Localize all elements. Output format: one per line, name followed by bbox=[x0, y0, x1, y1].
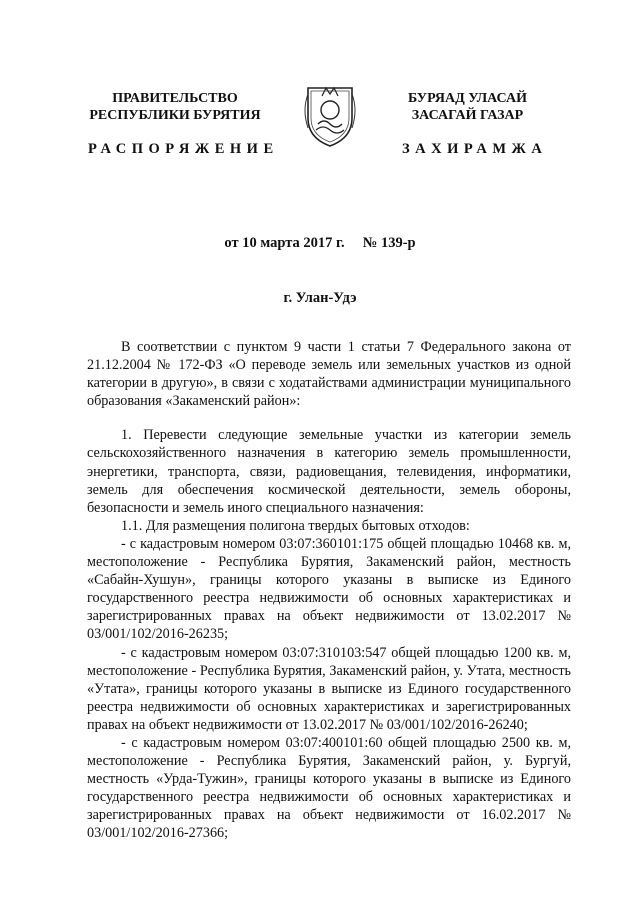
parcel-paragraph-3: - с кадастровым номером 03:07:400101:60 общей площадью 2500 кв. м, местоположение - Республика Бурятия, Закаменский район, у. Бургуй, местность «Урда-Тужин», границы которого указаны в выписке из Единого государственного реестра недвижимости об основных характеристиках и зарегистрированных правах на объект недвижимости от 16.02.2017 № 03/001/102/2016-27366; bbox=[87, 734, 571, 842]
item-1-1-paragraph: 1.1. Для размещения полигона твердых бытовых отходов: bbox=[121, 517, 470, 534]
header-left-line-2: РЕСПУБЛИКИ БУРЯТИЯ bbox=[89, 108, 261, 123]
date-number-line bbox=[0, 235, 640, 252]
preamble-paragraph: В соответствии с пунктом 9 части 1 статьи 7 Федерального закона от 21.12.2004 № 172-ФЗ «О переводе земель или земельных участков из одной категории в другую», в связи с ходатайствами администрации муниципального образования «Закаменский район»: bbox=[87, 339, 571, 410]
order-title-ru: РАСПОРЯЖЕНИЕ bbox=[88, 141, 279, 157]
parcel-paragraph-1: - с кадастровым номером 03:07:360101:175 общей площадью 10468 кв. м, местоположение - Республика Бурятия, Закаменский район, местность «Сабайн-Хушун», границы которого указаны в выписке из Единого государственного реестра недвижимости об основных характеристиках и зарегистрированных правах на объект недвижимости от 13.02.2017 № 03/001/102/2016-26235; bbox=[87, 535, 571, 643]
order-date: от 10 марта 2017 г. bbox=[224, 235, 345, 251]
document-body bbox=[87, 338, 571, 843]
order-number: № 139-р bbox=[362, 235, 416, 251]
header-left-title bbox=[60, 90, 290, 124]
city-name: г. Улан-Удэ bbox=[283, 290, 357, 306]
header-right-line-1: БУРЯАД УЛАСАЙ bbox=[408, 91, 527, 106]
header-right-title bbox=[355, 90, 580, 124]
header-right-line-2: ЗАСАГАЙ ГАЗАР bbox=[411, 108, 524, 123]
coat-of-arms-icon bbox=[300, 80, 360, 148]
parcel-paragraph-2: - с кадастровым номером 03:07:310103:547 общей площадью 1200 кв. м, местоположение - Республика Бурятия, Закаменский район, у. Утата, местность «Утата», границы которого указаны в выписке из Единого государственного реестра недвижимости об основных характеристиках и зарегистрированных правах на объект недвижимости от 13.02.2017 № 03/001/102/2016-26240; bbox=[87, 644, 571, 733]
item-1-paragraph: 1. Перевести следующие земельные участки из категории земель сельскохозяйственного назначения в категорию земель промышленности, энергетики, транспорта, связи, радиовещания, телевидения, информатики, земель для обеспечения космической деятельности, земель обороны, безопасности и земель иного специального назначения: bbox=[87, 427, 571, 516]
header-left-line-1: ПРАВИТЕЛЬСТВО bbox=[112, 91, 238, 106]
order-title-bur: ЗАХИРАМЖА bbox=[402, 141, 548, 157]
